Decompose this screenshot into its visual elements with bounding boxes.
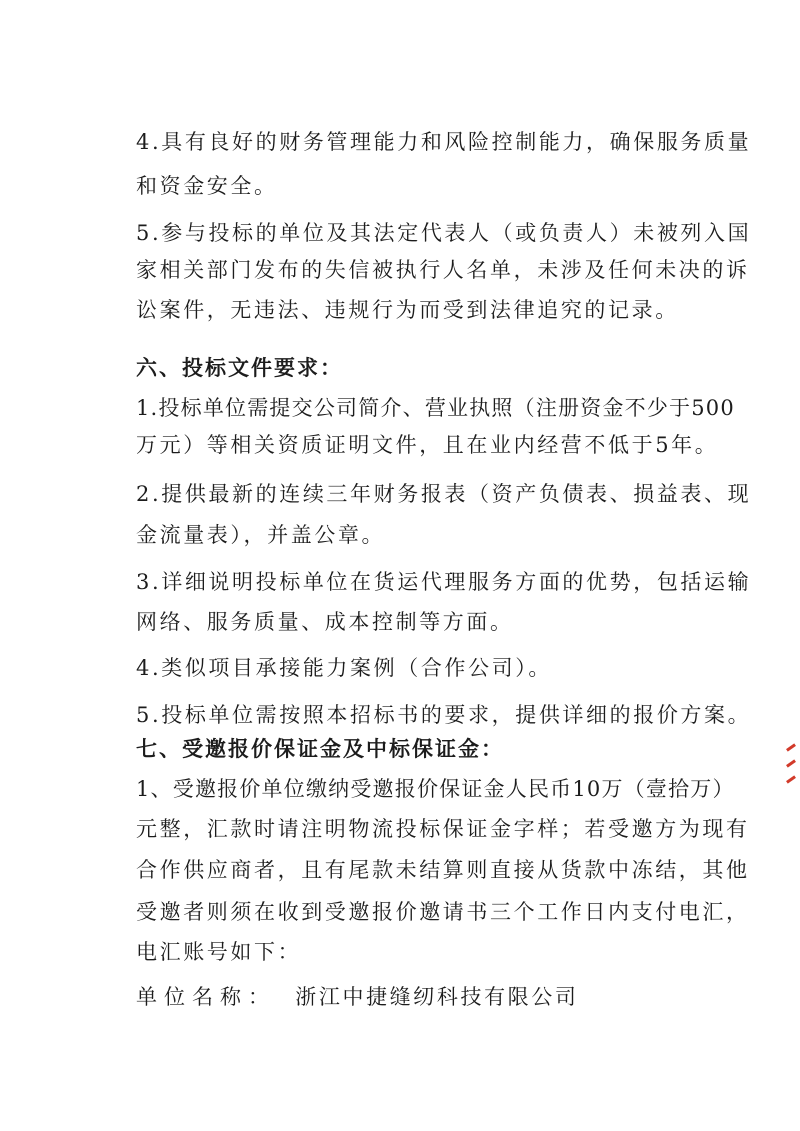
s6-item-5-line-1: 5.投标单位需按照本招标书的要求，提供详细的报价方案。 xyxy=(136,703,752,727)
s6-item-2-line-2: 金流量表），并盖公章。 xyxy=(136,523,386,547)
unit-name-row xyxy=(136,983,578,1011)
stamp-edge-marks xyxy=(786,740,800,790)
s6-item-1-line-1: 1.投标单位需提交公司简介、营业执照（注册资金不少于500 xyxy=(136,396,735,420)
s6-item-3-line-1: 3.详细说明投标单位在货运代理服务方面的优势，包括运输 xyxy=(136,570,752,594)
s5-item-5-line-3: 讼案件，无违法、违规行为而受到法律追究的记录。 xyxy=(136,298,679,322)
s7-item-1-line-5: 电汇账号如下： xyxy=(136,940,302,964)
s6-item-2-line-1: 2.提供最新的连续三年财务报表（资产负债表、损益表、现 xyxy=(136,482,752,506)
unit-name-label: 单位名称： xyxy=(136,985,276,1009)
s5-item-5-line-2: 家相关部门发布的失信被执行人名单，未涉及任何未决的诉 xyxy=(136,258,750,282)
s7-item-1-line-2: 元整，汇款时请注明物流投标保证金字样；若受邀方为现有 xyxy=(136,817,750,841)
s7-item-1-line-4: 受邀者则须在收到受邀报价邀请书三个工作日内支付电汇， xyxy=(136,900,750,924)
s6-item-1-line-2: 万元）等相关资质证明文件，且在业内经营不低于5年。 xyxy=(136,433,719,457)
section-6-heading: 六、投标文件要求： xyxy=(136,355,343,380)
section-7-heading: 七、受邀报价保证金及中标保证金： xyxy=(136,736,504,761)
s7-item-1-line-3: 合作供应商者，且有尾款未结算则直接从货款中冻结，其他 xyxy=(136,858,750,882)
s7-item-1-line-1: 1、受邀报价单位缴纳受邀报价保证金人民币10万（壹拾万） xyxy=(136,777,735,801)
s5-item-4-line-1: 4.具有良好的财务管理能力和风险控制能力，确保服务质量 xyxy=(136,130,752,154)
unit-name-value: 浙江中捷缝纫科技有限公司 xyxy=(295,985,579,1009)
s5-item-4-line-2: 和资金安全。 xyxy=(136,174,278,198)
s6-item-4-line-1: 4.类似项目承接能力案例（合作公司）。 xyxy=(136,656,552,680)
s5-item-5-line-1: 5.参与投标的单位及其法定代表人（或负责人）未被列入国 xyxy=(136,221,752,245)
s6-item-3-line-2: 网络、服务质量、成本控制等方面。 xyxy=(136,610,514,634)
